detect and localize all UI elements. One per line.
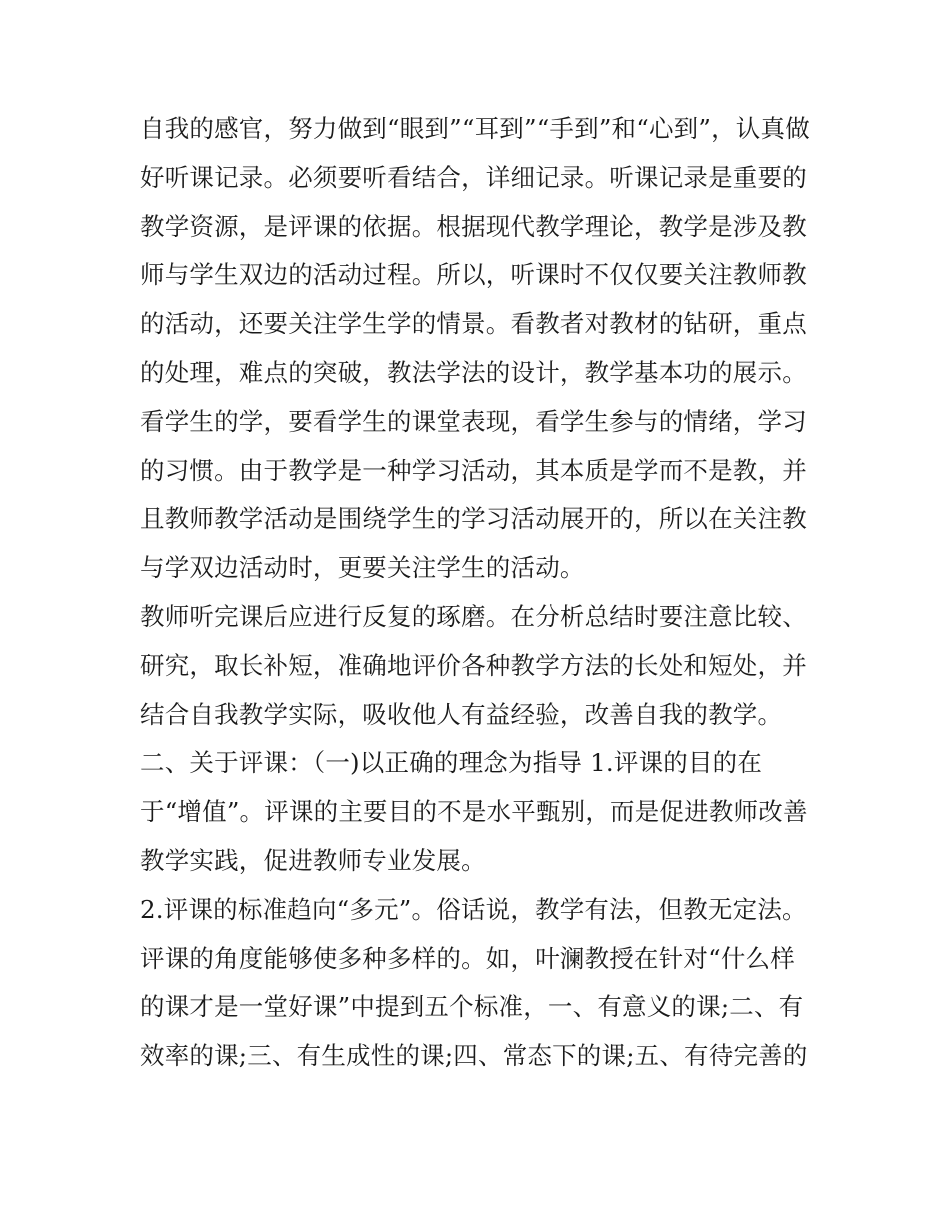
text-line: 于“增值”。评课的主要目的不是水平甄别，而是促进教师改善	[140, 797, 808, 827]
text-line: 师与学生双边的活动过程。所以，听课时不仅仅要关注教师教	[140, 260, 807, 290]
text-line: 教师听完课后应进行反复的琢磨。在分析总结时要注意比较、	[140, 601, 807, 631]
text-line: 教学资源，是评课的依据。根据现代教学理论，教学是涉及教	[140, 211, 807, 241]
paragraph-listening-record	[140, 105, 812, 593]
text-line: 的处理，难点的突破，教法学法的设计，教学基本功的展示。	[140, 357, 807, 387]
paragraph-section-evaluation	[140, 739, 812, 885]
text-line: 研究，取长补短，准确地评价各种教学方法的长处和短处，并	[140, 650, 807, 680]
text-line: 且教师教学活动是围绕学生的学习活动展开的，所以在关注教	[140, 504, 807, 534]
text-line: 与学双边活动时，更要关注学生的活动。	[140, 553, 585, 583]
text-line: 评课的角度能够使多种多样的。如，叶澜教授在针对“什么样	[140, 943, 795, 973]
text-line: 教学实践，促进教师专业发展。	[140, 845, 486, 875]
text-line: 看学生的学，要看学生的课堂表现，看学生参与的情绪，学习	[140, 406, 807, 436]
paragraph-evaluation-standards	[140, 886, 812, 1081]
text-line: 结合自我教学实际，吸收他人有益经验，改善自我的教学。	[140, 699, 783, 729]
text-line: 好听课记录。必须要听看结合，详细记录。听课记录是重要的	[140, 162, 807, 192]
paragraph-reflection	[140, 593, 812, 739]
text-line: 的活动，还要关注学生学的情景。看教者对教材的钻研，重点	[140, 309, 807, 339]
text-line: 2.评课的标准趋向“多元”。俗话说，教学有法，但教无定法。	[140, 894, 807, 924]
text-line: 的课才是一堂好课”中提到五个标准，一、有意义的课;二、有	[140, 992, 804, 1022]
text-line: 的习惯。由于教学是一种学习活动，其本质是学而不是教，并	[140, 455, 807, 485]
text-line: 自我的感官，努力做到“眼到”“耳到”“手到”和“心到”，认真做	[140, 114, 810, 143]
text-line: 效率的课;三、有生成性的课;四、常态下的课;五、有待完善的	[140, 1041, 808, 1071]
text-line: 二、关于评课：（一)以正确的理念为指导 1.评课的目的在	[140, 748, 763, 778]
